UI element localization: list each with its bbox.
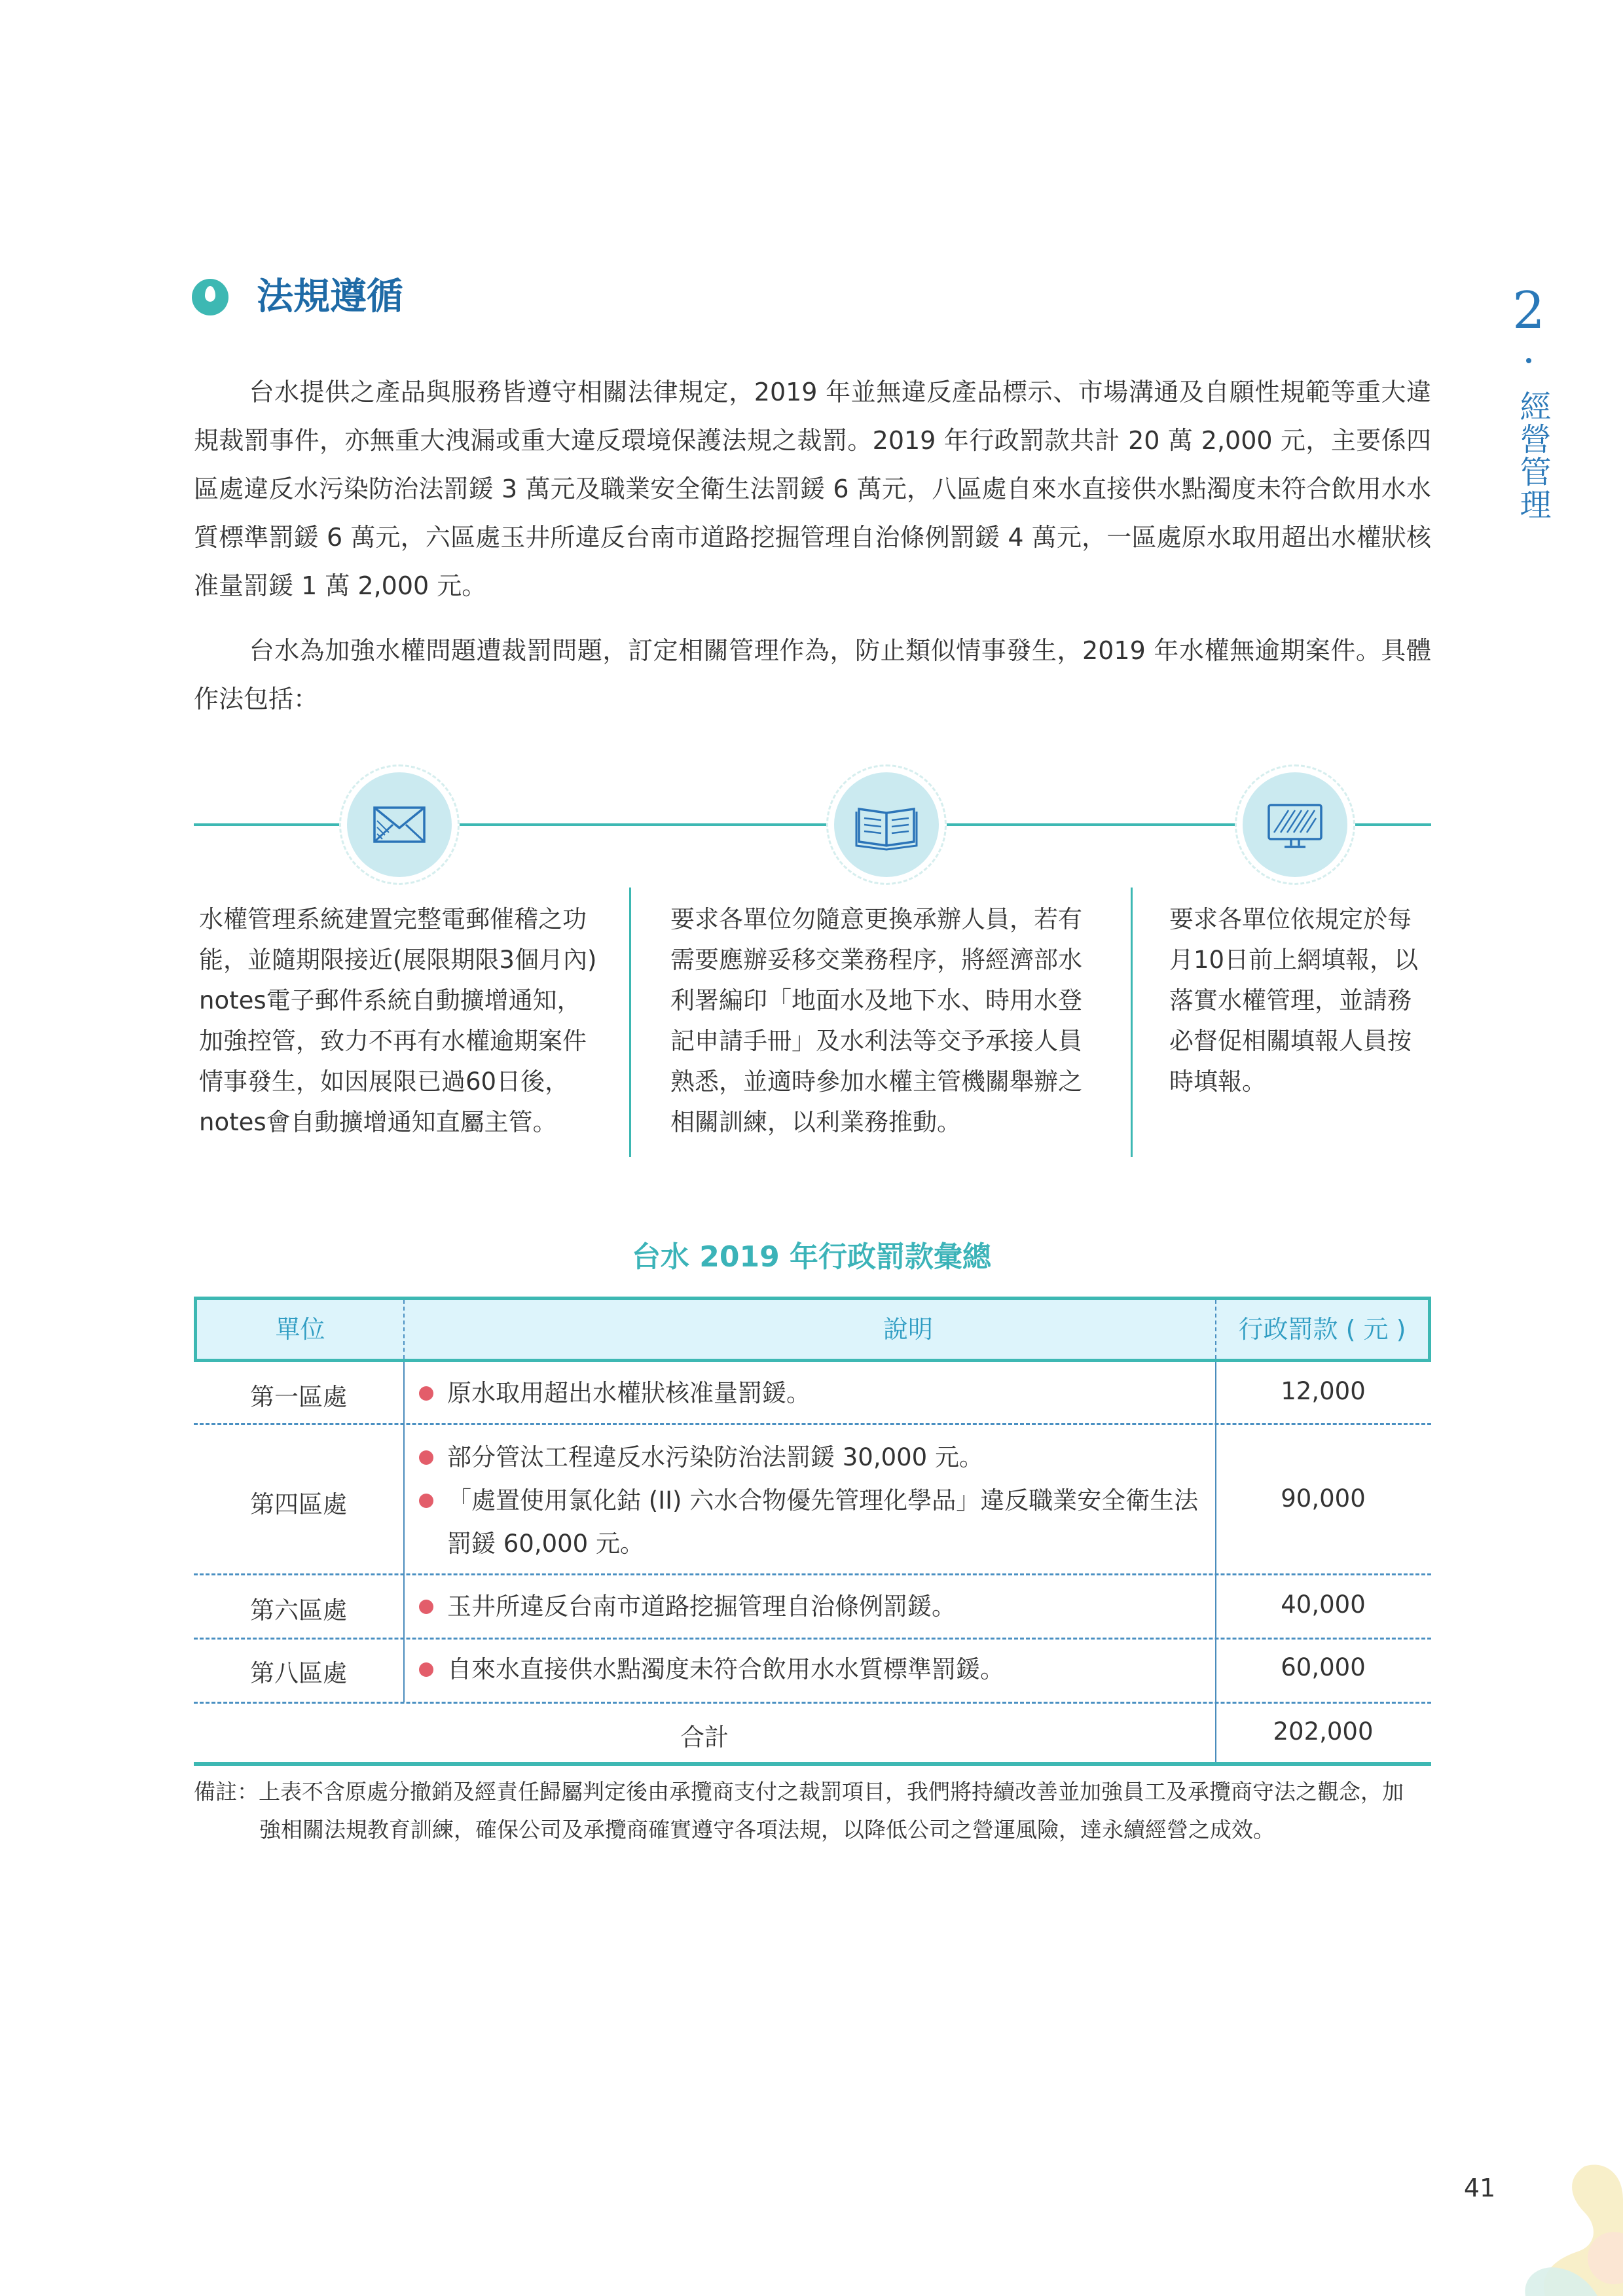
measure-icon-circle xyxy=(1235,764,1355,885)
table-row-unit: 第八區處 xyxy=(250,1659,347,1687)
bullet-dot xyxy=(419,1600,433,1614)
table-row-amount: 40,000 xyxy=(1281,1590,1366,1619)
open-book-icon xyxy=(854,792,919,857)
table-row-item: 部分管汰工程違反水污染防治法罰鍰 30,000 元。 xyxy=(447,1443,983,1471)
bullet-dot xyxy=(419,1662,433,1677)
bullet-dot xyxy=(419,1494,433,1508)
measures-connector-line xyxy=(1355,823,1431,826)
table-row-item: 原水取用超出水權狀核准量罰鍰。 xyxy=(447,1379,811,1407)
chapter-number: 2 xyxy=(1512,281,1545,340)
table-row-unit: 第四區處 xyxy=(250,1490,347,1518)
chapter-separator-dot xyxy=(1526,358,1531,363)
header-unit: 單位 xyxy=(275,1315,325,1344)
body-paragraph-2: 台水為加強水權問題遭裁罰問題，訂定相關管理作為，防止類似情事發生，2019 年水權無逾期案件。具體作法包括： xyxy=(194,636,1431,713)
table-row-unit: 第六區處 xyxy=(250,1596,347,1624)
total-amount: 202,000 xyxy=(1273,1717,1374,1746)
bullet-dot xyxy=(419,1386,433,1401)
bullet-dot xyxy=(419,1450,433,1465)
table-bottom-rule xyxy=(194,1762,1431,1766)
measure-icon-circle xyxy=(339,764,460,885)
measures-connector-line xyxy=(194,823,339,826)
water-drop-icon xyxy=(192,279,228,315)
table-row-item: 玉井所違反台南市道路挖掘管理自治條例罰鍰。 xyxy=(447,1592,956,1621)
measure-text-2: 要求各單位勿隨意更換承辦人員，若有 需要應辦妥移交業務程序，將經濟部水 利署編印「地面水及地下水、時用水登 記申請手冊」及水利法等交予承接人員 熟悉，並適時參加水權主管機關舉辦之 相關訓練，以利業務推動。 xyxy=(670,905,1082,1136)
table-title: 台水 2019 年行政罰款彙總 xyxy=(631,1240,992,1274)
table-row-item: 「處置使用氯化鈷 (II) 六水合物優先管理化學品」違反職業安全衛生法 xyxy=(447,1486,1199,1515)
table-row-amount: 90,000 xyxy=(1281,1484,1366,1513)
total-label: 合計 xyxy=(680,1723,729,1751)
column-divider xyxy=(403,1362,405,1702)
body-paragraph-1: 台水提供之產品與服務皆遵守相關法律規定，2019 年並無違反產品標示、市場溝通及自願性規範等重大違規裁罰事件，亦無重大洩漏或重大違反環境保護法規之裁罰。2019 年行政罰款共計 20 萬 2,000 元，主要係四區處違反水污染防治法罰鍰 3 萬元及職業安全衛生法罰鍰 6 萬元，八區處自來水直接供水點濁度未符合飲用水水質標準罰鍰 6 萬元，六區處玉井所違反台南市道路挖掘管理自治條例罰鍰 4 萬元，一區處原水取用超出水權狀核准量罰鍰 1 萬 2,000 元。 xyxy=(194,378,1431,600)
table-row-item: 自來水直接供水點濁度未符合飲用水水質標準罰鍰。 xyxy=(447,1655,1004,1683)
table-row-unit: 第一區處 xyxy=(250,1383,347,1411)
row-divider xyxy=(194,1638,1431,1640)
chapter-title: 經營管理 xyxy=(1514,390,1551,521)
table-note: 備註：上表不含原處分撤銷及經責任歸屬判定後由承攬商支付之裁罰項目，我們將持續改善並加強員工及承攬商守法之觀念，加 強相關法規教育訓練，確保公司及承攬商確實遵守各項法規，以降低公司之營運風險，達永續經營之成效。 xyxy=(194,1779,1404,1842)
measures-connector-line xyxy=(460,823,826,826)
measures-connector-line xyxy=(947,823,1235,826)
header-description: 說明 xyxy=(883,1315,933,1344)
row-divider xyxy=(194,1702,1431,1704)
measure-icon-circle xyxy=(826,764,947,885)
table-header xyxy=(194,1297,1431,1362)
measure-text-3: 要求各單位依規定於每 月10日前上網填報，以 落實水權管理，並請務 必督促相關填報人員按 時填報。 xyxy=(1169,905,1419,1096)
measure-divider xyxy=(1131,888,1133,1157)
row-divider xyxy=(194,1573,1431,1575)
header-amount: 行政罰款 ( 元 ) xyxy=(1238,1315,1406,1344)
measure-text-1: 水權管理系統建置完整電郵催稽之功 能，並隨期限接近(展限期限3個月內) notes電子郵件系統自動擴增通知， 加強控管，致力不再有水權逾期案件 情事發生，如因展限已過60日後， notes會自動擴增通知直屬主管。 xyxy=(199,905,597,1136)
row-divider xyxy=(194,1423,1431,1425)
section-title: 法規遵循 xyxy=(257,276,403,318)
table-row-amount: 60,000 xyxy=(1281,1653,1366,1681)
measure-divider xyxy=(629,888,631,1157)
table-row-amount: 12,000 xyxy=(1281,1377,1366,1405)
table-row-item: 罰鍰 60,000 元。 xyxy=(447,1530,644,1558)
envelope-icon xyxy=(367,792,432,857)
page-number: 41 xyxy=(1463,2174,1496,2202)
computer-monitor-icon xyxy=(1262,792,1328,857)
